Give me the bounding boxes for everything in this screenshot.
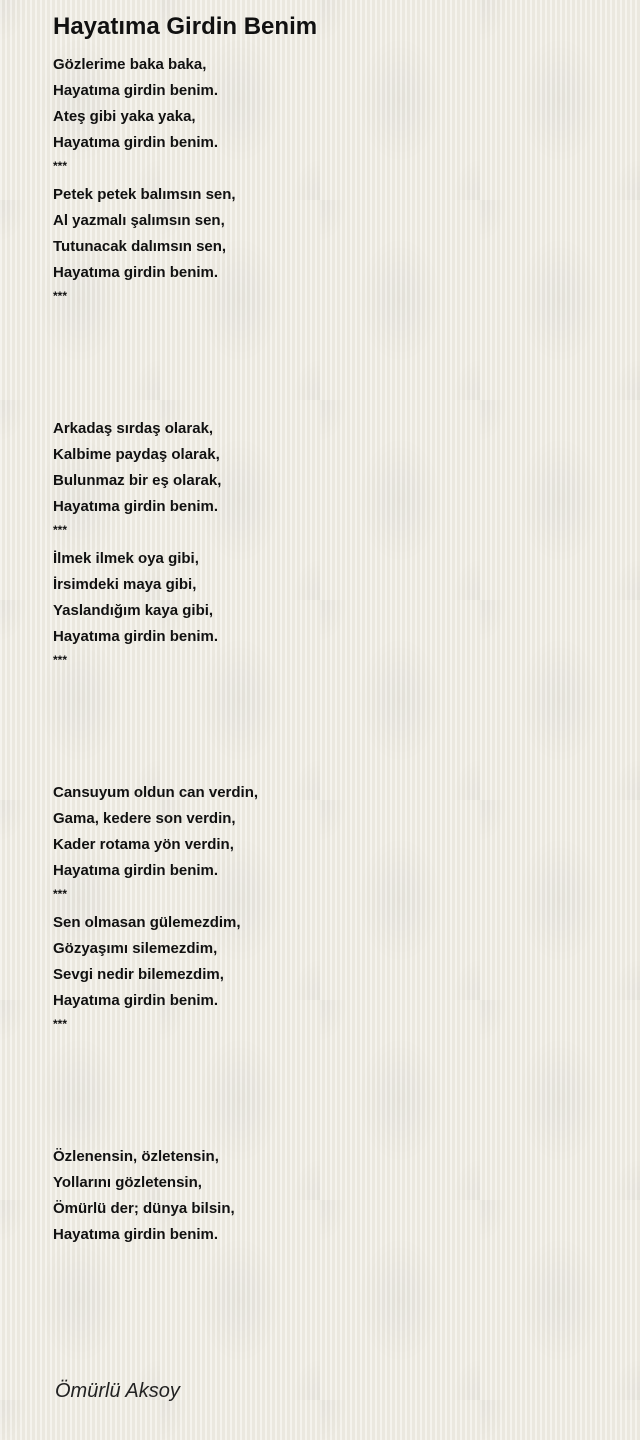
poem-title: Hayatıma Girdin Benim <box>53 13 318 40</box>
poem-line: Sevgi nedir bilemezdim, <box>53 966 224 983</box>
stanza-separator: *** <box>53 653 68 667</box>
poem-line: Gözlerime baka baka, <box>53 56 207 73</box>
poem-body <box>53 52 613 1248</box>
poem-line: Gama, kedere son verdin, <box>53 810 236 827</box>
poem-line: Yaslandığım kaya gibi, <box>53 602 214 619</box>
poem-line: Sen olmasan gülemezdim, <box>53 914 241 931</box>
stanza-gap <box>53 676 613 780</box>
poem-line: Al yazmalı şalımsın sen, <box>53 212 225 229</box>
stanza-separator: *** <box>53 887 68 901</box>
poem-line: Hayatıma girdin benim. <box>53 498 219 515</box>
poem-line: Ömürlü der; dünya bilsin, <box>53 1200 235 1217</box>
poem-line: Gözyaşımı silemezdim, <box>53 940 218 957</box>
poem-line: Cansuyum oldun can verdin, <box>53 784 259 801</box>
poem-line: Özlenensin, özletensin, <box>53 1148 219 1165</box>
poem-line: Hayatıma girdin benim. <box>53 134 219 151</box>
stanza-separator: *** <box>53 523 68 537</box>
poem-line: Yollarını gözletensin, <box>53 1174 202 1191</box>
poem-line: İrsimdeki maya gibi, <box>53 576 197 593</box>
poem-line: İlmek ilmek oya gibi, <box>53 550 199 567</box>
stanza-gap <box>53 1040 613 1144</box>
poem-line: Ateş gibi yaka yaka, <box>53 108 196 125</box>
poem-line: Tutunacak dalımsın sen, <box>53 238 227 255</box>
stanza <box>53 182 613 312</box>
poem-line: Hayatıma girdin benim. <box>53 992 219 1009</box>
poem-line: Arkadaş sırdaş olarak, <box>53 420 214 437</box>
poem-line: Kalbime paydaş olarak, <box>53 446 220 463</box>
poem-line: Kader rotama yön verdin, <box>53 836 234 853</box>
poem-line: Hayatıma girdin benim. <box>53 862 219 879</box>
stanza-gap <box>53 312 613 416</box>
poem-line: Petek petek balımsın sen, <box>53 186 236 203</box>
poem-line: Hayatıma girdin benim. <box>53 264 219 281</box>
stanza-separator: *** <box>53 289 68 303</box>
stanza <box>53 546 613 676</box>
stanza <box>53 780 613 910</box>
stanza-separator: *** <box>53 1017 68 1031</box>
poem-author: Ömürlü Aksoy <box>55 1380 180 1402</box>
poem-line: Bulunmaz bir eş olarak, <box>53 472 222 489</box>
poem-line: Hayatıma girdin benim. <box>53 1226 219 1243</box>
stanza <box>53 52 613 182</box>
poem-line: Hayatıma girdin benim. <box>53 628 219 645</box>
poem-line: Hayatıma girdin benim. <box>53 82 219 99</box>
stanza <box>53 910 613 1040</box>
stanza <box>53 416 613 546</box>
stanza <box>53 1144 613 1248</box>
stanza-separator: *** <box>53 159 68 173</box>
